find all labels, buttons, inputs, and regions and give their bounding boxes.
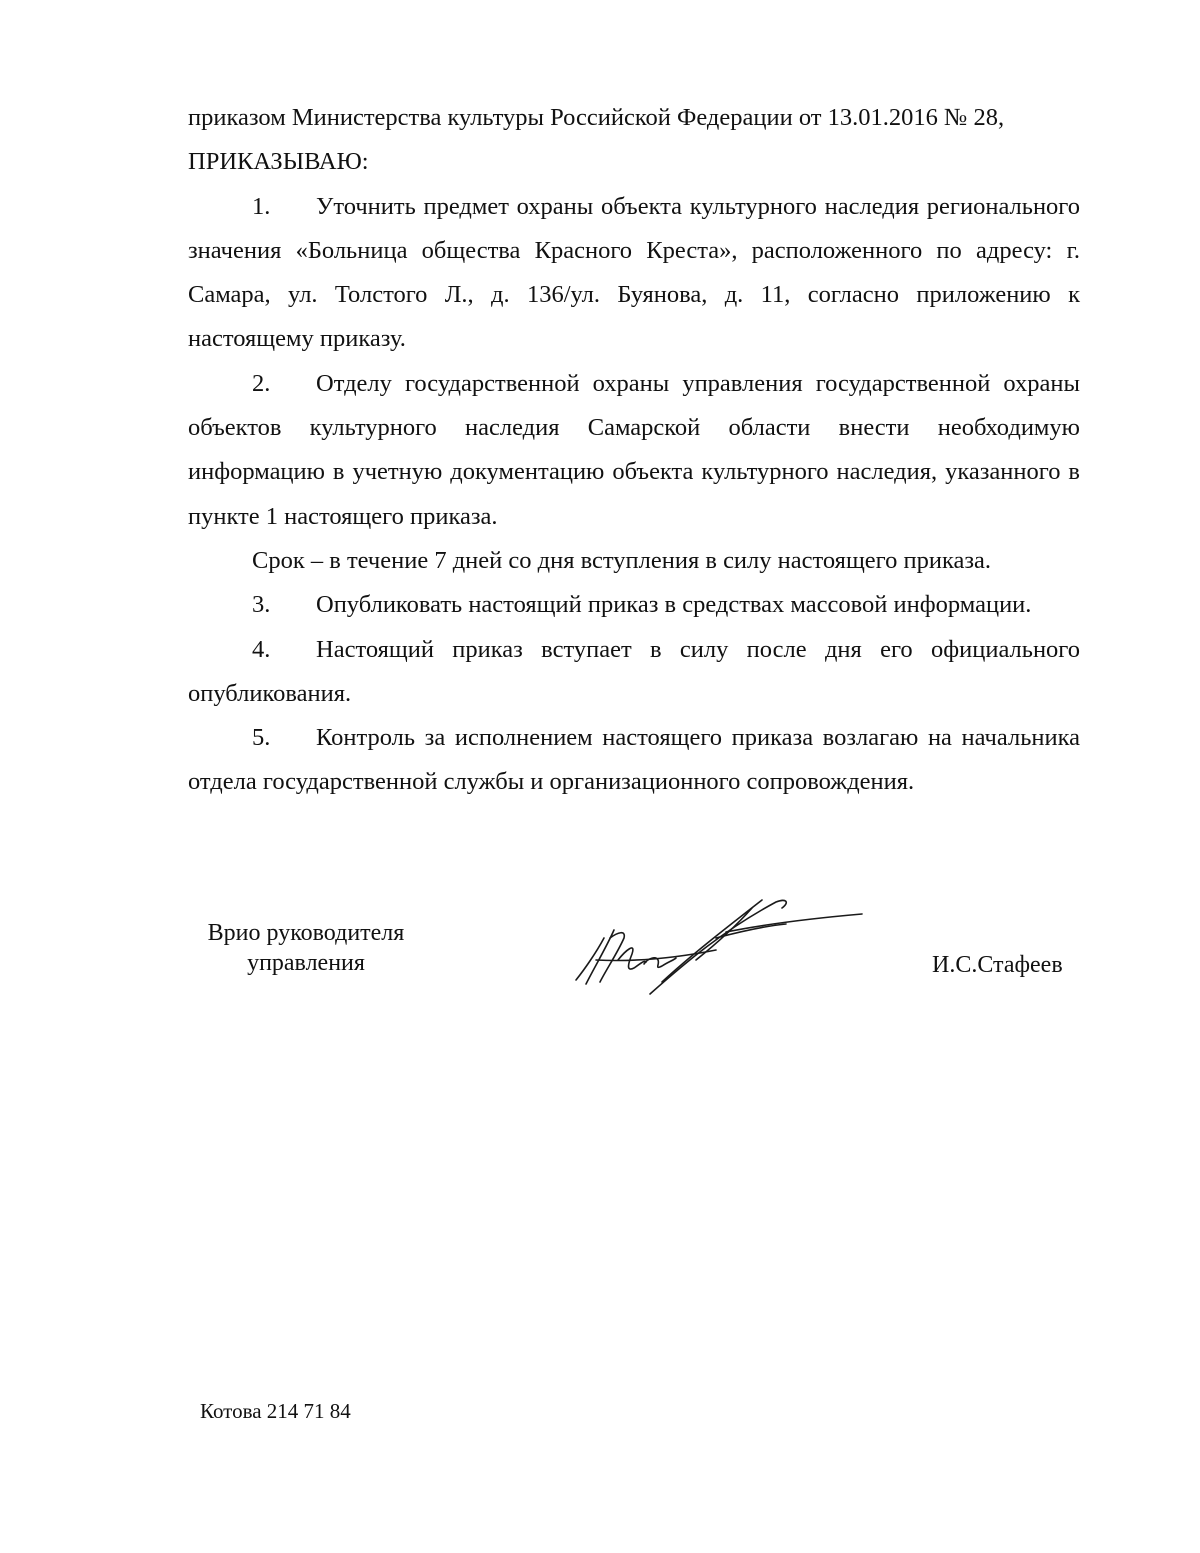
item-text: Настоящий приказ вступает в силу после дня его официального опубликования. <box>188 635 1080 707</box>
item-number: 2. <box>252 369 271 397</box>
handwritten-signature-icon <box>566 898 866 1008</box>
item-number: 4. <box>252 635 271 663</box>
executor-contact: Котова 214 71 84 <box>200 1399 351 1423</box>
order-word: ПРИКАЗЫВАЮ: <box>188 148 369 176</box>
item-text: Контроль за исполнением настоящего приказа возлагаю на начальника отдела государственной службы и организационного сопровождения. <box>188 724 1080 796</box>
item-text: Отделу государственной охраны управления государственной охраны объектов культурного наследия Самарской области внести необходимую информацию в учетную документацию объекта культурного наследия, указанного в пункте 1 настоящего приказа. <box>188 369 1080 530</box>
signer-position-line-2: управления <box>247 950 365 976</box>
order-body <box>188 96 1080 805</box>
signer-name: И.С.Стафеев <box>932 952 1063 978</box>
item-text: Опубликовать настоящий приказ в средствах массовой информации. <box>316 591 1032 619</box>
item-text: Уточнить предмет охраны объекта культурного наследия регионального значения «Больница общества Красного Креста», расположенного по адресу: г. Самара, ул. Толстого Л., д. 136/ул. Буянова, д. 11, согласно приложению к настоящему приказу. <box>188 192 1080 353</box>
order-item-1 <box>188 185 1080 362</box>
order-item-5 <box>188 716 1080 805</box>
order-item-2 <box>188 362 1080 539</box>
item-number: 3. <box>252 591 271 619</box>
signature-block <box>188 918 1080 1038</box>
signer-position-line-1: Врио руководителя <box>207 920 405 946</box>
item-number: 5. <box>252 724 271 752</box>
item-number: 1. <box>252 192 271 220</box>
order-item-3 <box>188 583 1080 627</box>
intro-line: приказом Министерства культуры Российской Федерации от 13.01.2016 № 28, <box>188 104 1005 131</box>
signer-position <box>188 918 424 978</box>
order-item-4 <box>188 628 1080 717</box>
deadline-line: Срок – в течение 7 дней со дня вступления в силу настоящего приказа. <box>252 546 992 574</box>
